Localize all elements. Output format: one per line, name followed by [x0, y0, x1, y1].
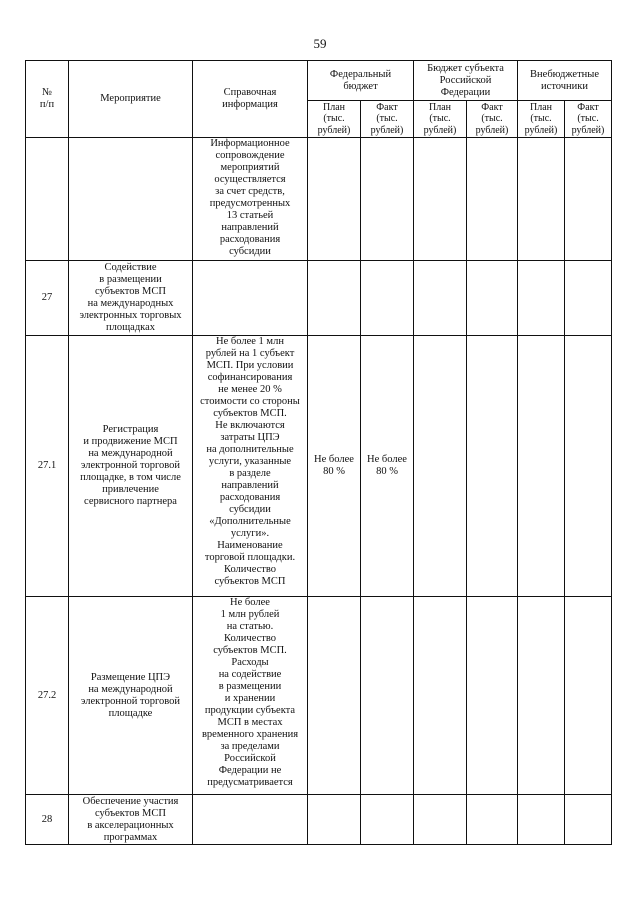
header-regional: Бюджет субъекта Российской Федерации	[414, 61, 518, 101]
header-extra: Внебюджетные источники	[518, 61, 612, 101]
row-extra-plan	[518, 138, 565, 261]
row-event: Размещение ЦПЭ на международной электронной торговой площадке	[69, 597, 193, 795]
table-row	[26, 138, 612, 261]
row-extra-plan	[518, 336, 565, 597]
row-extra-fact	[565, 795, 612, 845]
row-event	[69, 138, 193, 261]
row-reference	[193, 261, 308, 336]
header-reference: Справочная информация	[193, 61, 308, 138]
row-num	[26, 138, 69, 261]
table-row	[26, 336, 612, 597]
row-reference	[193, 795, 308, 845]
row-fed-fact	[361, 138, 414, 261]
row-fed-fact	[361, 795, 414, 845]
row-reg-plan	[414, 261, 467, 336]
row-num: 27.2	[26, 597, 69, 795]
row-reg-fact	[467, 336, 518, 597]
row-fed-fact	[361, 597, 414, 795]
header-num: № п/п	[26, 61, 69, 138]
row-num: 27.1	[26, 336, 69, 597]
row-reg-fact	[467, 795, 518, 845]
row-reg-plan	[414, 336, 467, 597]
row-reference: Не более 1 млн рублей на 1 субъект МСП. При условии софинансирования не менее 20 % стоимости со стороны субъектов МСП. Не включаются затраты ЦПЭ на дополнительные услуги, указанные в разделе направлений расходования субсидии «Дополнительные услуги». Наименование торговой площадки. Количество субъектов МСП	[193, 336, 308, 597]
row-fed-fact: Не более 80 %	[361, 336, 414, 597]
row-extra-plan	[518, 795, 565, 845]
row-extra-fact	[565, 336, 612, 597]
row-num: 28	[26, 795, 69, 845]
row-reference: Информационное сопровождение мероприятий осуществляется за счет средств, предусмотренных 13 статьей направлений расходования субсидии	[193, 138, 308, 261]
header-extra-plan: План (тыс. рублей)	[518, 101, 565, 138]
page-number: 59	[313, 36, 327, 51]
row-fed-plan	[308, 261, 361, 336]
row-reg-fact	[467, 261, 518, 336]
header-reg-fact: Факт (тыс. рублей)	[467, 101, 518, 138]
row-reg-plan	[414, 138, 467, 261]
header-reg-plan: План (тыс. рублей)	[414, 101, 467, 138]
row-extra-fact	[565, 261, 612, 336]
row-event: Содействие в размещении субъектов МСП на международных электронных торговых площадках	[69, 261, 193, 336]
table-row	[26, 597, 612, 795]
row-fed-plan	[308, 795, 361, 845]
header-federal: Федеральный бюджет	[308, 61, 414, 101]
table-row	[26, 261, 612, 336]
header-fed-plan: План (тыс. рублей)	[308, 101, 361, 138]
row-fed-plan	[308, 138, 361, 261]
row-reg-plan	[414, 795, 467, 845]
row-fed-fact	[361, 261, 414, 336]
row-reg-plan	[414, 597, 467, 795]
row-extra-plan	[518, 261, 565, 336]
table-row	[26, 795, 612, 845]
row-fed-plan: Не более 80 %	[308, 336, 361, 597]
row-reg-fact	[467, 597, 518, 795]
row-fed-plan	[308, 597, 361, 795]
header-row-top	[26, 61, 612, 101]
header-fed-fact: Факт (тыс. рублей)	[361, 101, 414, 138]
row-extra-fact	[565, 597, 612, 795]
row-event: Обеспечение участия субъектов МСП в акселерационных программах	[69, 795, 193, 845]
budget-table	[25, 60, 612, 845]
row-extra-plan	[518, 597, 565, 795]
header-event: Мероприятие	[69, 61, 193, 138]
header-extra-fact: Факт (тыс. рублей)	[565, 101, 612, 138]
row-event: Регистрация и продвижение МСП на международной электронной торговой площадке, в том числе привлечение сервисного партнера	[69, 336, 193, 597]
row-num: 27	[26, 261, 69, 336]
row-reg-fact	[467, 138, 518, 261]
row-extra-fact	[565, 138, 612, 261]
row-reference: Не более 1 млн рублей на статью. Количество субъектов МСП. Расходы на содействие в размещении и хранении продукции субъекта МСП в местах временного хранения за пределами Российской Федерации не предусматривается	[193, 597, 308, 795]
